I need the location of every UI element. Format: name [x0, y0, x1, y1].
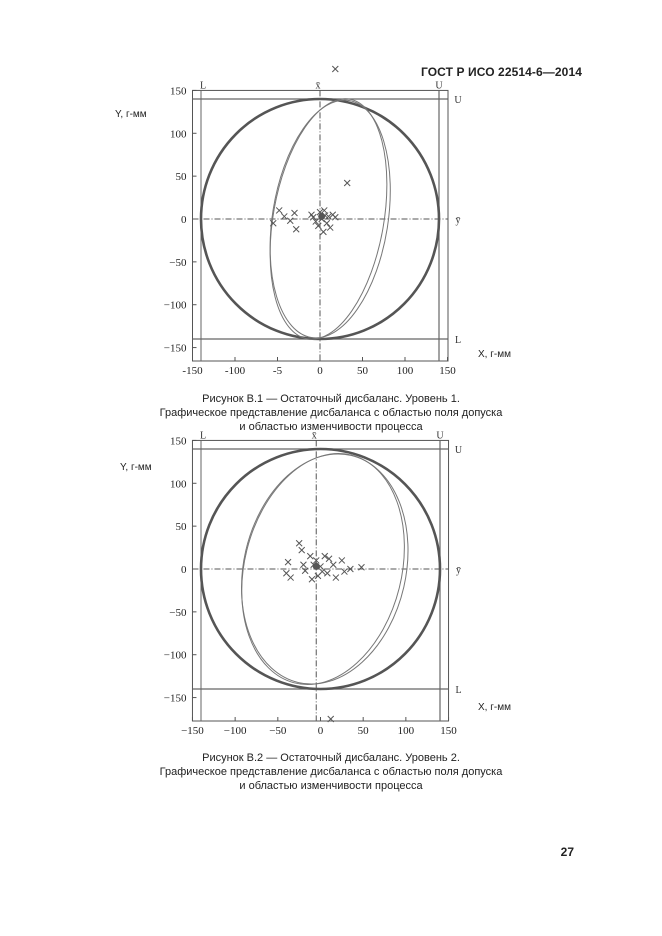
y-tick-label: 100 [169, 478, 187, 491]
x-tick-label: -5 [272, 365, 283, 377]
x-tick-label: 50 [357, 365, 368, 377]
upper-x-limit-label: U [435, 80, 443, 92]
data-point [320, 229, 326, 235]
y-axis-label: Y, г-мм [115, 109, 147, 120]
x-tick-label: 0 [317, 365, 323, 377]
data-point [344, 180, 350, 186]
upper-y-limit-label: U [454, 445, 463, 456]
x-tick-label: 0 [317, 725, 324, 737]
data-point [296, 540, 302, 546]
x-tick-label: -150 [182, 365, 203, 377]
data-point [327, 225, 333, 231]
data-point [293, 226, 299, 232]
mean-y-label: ȳ [455, 215, 461, 226]
data-point [300, 562, 306, 568]
data-point [333, 575, 339, 581]
caption-line-3: и областью изменчивости процесса [239, 421, 423, 433]
y-tick-label: 0 [180, 564, 187, 576]
data-point [287, 218, 293, 224]
x-tick-label: 50 [357, 725, 369, 737]
x-tick-label: -100 [224, 365, 246, 377]
chart-b2 [0, 430, 662, 745]
x-axis-label: X, г-мм [478, 702, 511, 713]
y-tick-label: −100 [163, 649, 187, 662]
lower-x-limit-label: L [199, 430, 207, 442]
upper-y-limit-label: U [454, 95, 462, 106]
data-point [330, 562, 336, 568]
data-point [285, 559, 291, 565]
data-point [324, 570, 330, 576]
mean-x-label: x̄ [311, 430, 317, 442]
data-point [339, 557, 345, 563]
data-point [299, 547, 305, 553]
lower-x-limit-label: L [199, 80, 207, 92]
x-tick-label: −50 [269, 725, 287, 737]
center-cluster-point [313, 563, 320, 570]
chart-b1 [0, 80, 662, 385]
x-tick-label: −150 [181, 725, 204, 737]
y-tick-label: −50 [169, 256, 187, 269]
lower-y-limit-label: L [455, 685, 462, 696]
y-tick-label: 50 [175, 521, 187, 534]
data-point [324, 220, 330, 226]
center-cluster-point [318, 213, 325, 220]
y-tick-label: 150 [170, 85, 187, 98]
upper-x-limit-label: U [436, 430, 444, 442]
data-point [332, 214, 338, 220]
x-tick-label: 150 [440, 725, 457, 737]
figure-caption-b1 [0, 392, 662, 434]
mean-x-label: x̄ [315, 80, 321, 92]
plot-frame [192, 440, 448, 721]
data-point [332, 66, 338, 72]
mean-y-label: ȳ [456, 565, 462, 576]
lower-y-limit-label: L [454, 335, 462, 346]
caption-line-1: Рисунок В.1 — Остаточный дисбаланс. Уровень 1. [202, 393, 460, 405]
data-point [288, 575, 294, 581]
y-tick-label: −100 [163, 299, 187, 312]
y-tick-label: −50 [169, 606, 187, 619]
y-axis-label: Y, г-мм [120, 462, 152, 473]
data-point [309, 576, 315, 582]
x-axis-label: X, г-мм [478, 349, 511, 360]
x-tick-label: 100 [397, 725, 415, 737]
caption-line-2: Графическое представление дисбаланса с областью поля допуска [159, 766, 503, 778]
y-tick-label: −150 [163, 342, 187, 355]
x-tick-label: 150 [439, 365, 456, 377]
y-tick-label: 100 [170, 128, 187, 141]
x-tick-label: 100 [396, 365, 414, 377]
y-tick-label: −150 [163, 692, 187, 705]
y-tick-label: 0 [181, 214, 187, 226]
figure-caption-b2 [0, 751, 662, 793]
data-point [292, 210, 298, 216]
page-number: 27 [560, 845, 574, 859]
x-tick-label: −100 [223, 725, 247, 737]
data-point [307, 553, 313, 559]
data-point [276, 207, 282, 213]
caption-line-3: и областью изменчивости процесса [239, 780, 423, 792]
document-header: ГОСТ Р ИСО 22514-6—2014 [420, 65, 582, 79]
y-tick-label: 150 [169, 435, 187, 448]
y-tick-label: 50 [175, 171, 187, 184]
caption-line-2: Графическое представление дисбаланса с областью поля допуска [159, 407, 503, 419]
caption-line-1: Рисунок В.2 — Остаточный дисбаланс. Уровень 2. [202, 752, 460, 764]
